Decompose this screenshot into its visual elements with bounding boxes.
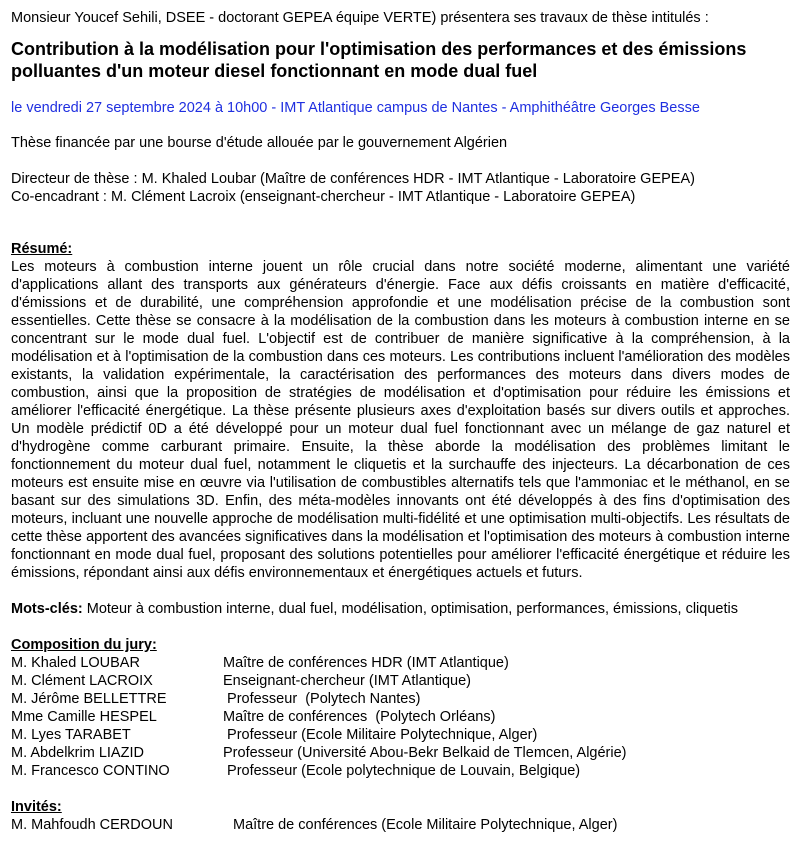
guests-heading: Invités: [11, 799, 62, 815]
jury-member-name: M. Jérôme BELLETTRE [11, 691, 167, 707]
jury-member-name: M. Lyes TARABET [11, 727, 131, 743]
jury-member-name: M. Abdelkrim LIAZID [11, 745, 144, 761]
guests-section [11, 798, 790, 834]
co-supervisor: Co-encadrant : M. Clément Lacroix (enseignant-chercheur - IMT Atlantique - Laboratoire GEPEA) [11, 189, 636, 205]
jury-member [11, 654, 790, 672]
abstract-section [11, 240, 790, 582]
jury-member-role: Professeur (Ecole polytechnique de Louvain, Belgique) [223, 763, 581, 779]
thesis-director: Directeur de thèse : M. Khaled Loubar (Maître de conférences HDR - IMT Atlantique - Laboratoire GEPEA) [11, 171, 695, 187]
thesis-title: Contribution à la modélisation pour l'optimisation des performances et des émissions polluantes d'un moteur diesel fonctionnant en mode dual fuel [11, 39, 747, 81]
jury-section [11, 636, 790, 780]
keywords-text: Moteur à combustion interne, dual fuel, modélisation, optimisation, performances, émissions, cliquetis [82, 601, 738, 617]
jury-member [11, 672, 790, 690]
jury-member [11, 726, 790, 744]
jury-member [11, 690, 790, 708]
jury-member-role: Maître de conférences HDR (IMT Atlantique) [223, 655, 509, 671]
funding-note: Thèse financée par une bourse d'étude allouée par le gouvernement Algérien [11, 135, 508, 151]
abstract-text: Les moteurs à combustion interne jouent un rôle crucial dans notre société moderne, alimentant une variété d'applications allant des transports aux générateurs d'énergie. Face aux défis croissants en matière d'efficacité, d'émissions et de durabilité, une compréhension approfondie et une modélisation précise de la combustion sont essentielles. Cette thèse se consacre à la modélisation de la combustion dans les moteurs à combustion interne en se concentrant sur le mode dual fuel. L'objectif est de contribuer de manière significative à la compréhension, à la modélisation et à l'optimisation de la combustion dans ces moteurs. Les contributions incluent l'amélioration des modèles existants, la validation expérimentale, la caractérisation des performances des moteurs dans divers modes de combustion, ainsi que la proposition de stratégies de modélisation et d'optimisation pour réduire les émissions et améliorer l'efficacité énergétique. La thèse présente plusieurs axes d'exploitation basés sur divers outils et approches. Un modèle prédictif 0D a été développé pour un moteur dual fuel fonctionnant avec un mélange de gaz naturel et d'hydrogène comme carburant primaire. Ensuite, la thèse aborde la modélisation des problèmes limitant le fonctionnement du moteur dual fuel, notamment le cliquetis et la surchauffe des injecteurs. La décarbonation de ces moteurs est ensuite mise en œuvre via l'utilisation de combustibles alternatifs tels que l'ammoniac et le méthanol, en se basant sur des simulations 3D. Enfin, des méta-modèles innovants ont été développés à des fins d'optimisation des moteurs, incluant une nouvelle approche de modélisation multi-fidélité et une optimisation multi-objectifs. Les résultats de cette thèse apportent des avancées significatives dans la modélisation et l'optimisation des moteurs à combustion interne fonctionnant en mode dual fuel, proposant des solutions potentielles pour améliorer l'efficacité énergétique et réduire les émissions, répondant ainsi aux défis environnementaux et énergétiques actuels et futurs. [11, 259, 790, 581]
jury-member-name: M. Clément LACROIX [11, 673, 153, 689]
guest-member [11, 816, 790, 834]
jury-member [11, 708, 790, 726]
defense-date-location: le vendredi 27 septembre 2024 à 10h00 - IMT Atlantique campus de Nantes - Amphithéâtre Georges Besse [11, 100, 700, 116]
jury-member-name: M. Francesco CONTINO [11, 763, 170, 779]
jury-member-role: Professeur (Polytech Nantes) [223, 691, 421, 707]
jury-heading: Composition du jury: [11, 637, 157, 653]
jury-member-name: Mme Camille HESPEL [11, 709, 157, 725]
jury-member [11, 762, 790, 780]
jury-member [11, 744, 790, 762]
jury-member-role: Professeur (Université Abou-Bekr Belkaid de Tlemcen, Algérie) [223, 745, 627, 761]
jury-member-role: Enseignant-chercheur (IMT Atlantique) [223, 673, 471, 689]
intro-text: Monsieur Youcef Sehili, DSEE - doctorant GEPEA équipe VERTE) présentera ses travaux de thèse intitulés : [11, 10, 709, 26]
supervision-block [11, 170, 790, 206]
guest-member-role: Maître de conférences (Ecole Militaire Polytechnique, Alger) [233, 817, 618, 833]
jury-member-role: Professeur (Ecole Militaire Polytechnique, Alger) [223, 727, 538, 743]
guest-member-name: M. Mahfoudh CERDOUN [11, 817, 173, 833]
jury-member-name: M. Khaled LOUBAR [11, 655, 140, 671]
keywords-line [11, 600, 790, 618]
jury-member-role: Maître de conférences (Polytech Orléans) [223, 709, 496, 725]
keywords-label: Mots-clés: [11, 601, 83, 617]
abstract-heading: Résumé: [11, 241, 73, 257]
